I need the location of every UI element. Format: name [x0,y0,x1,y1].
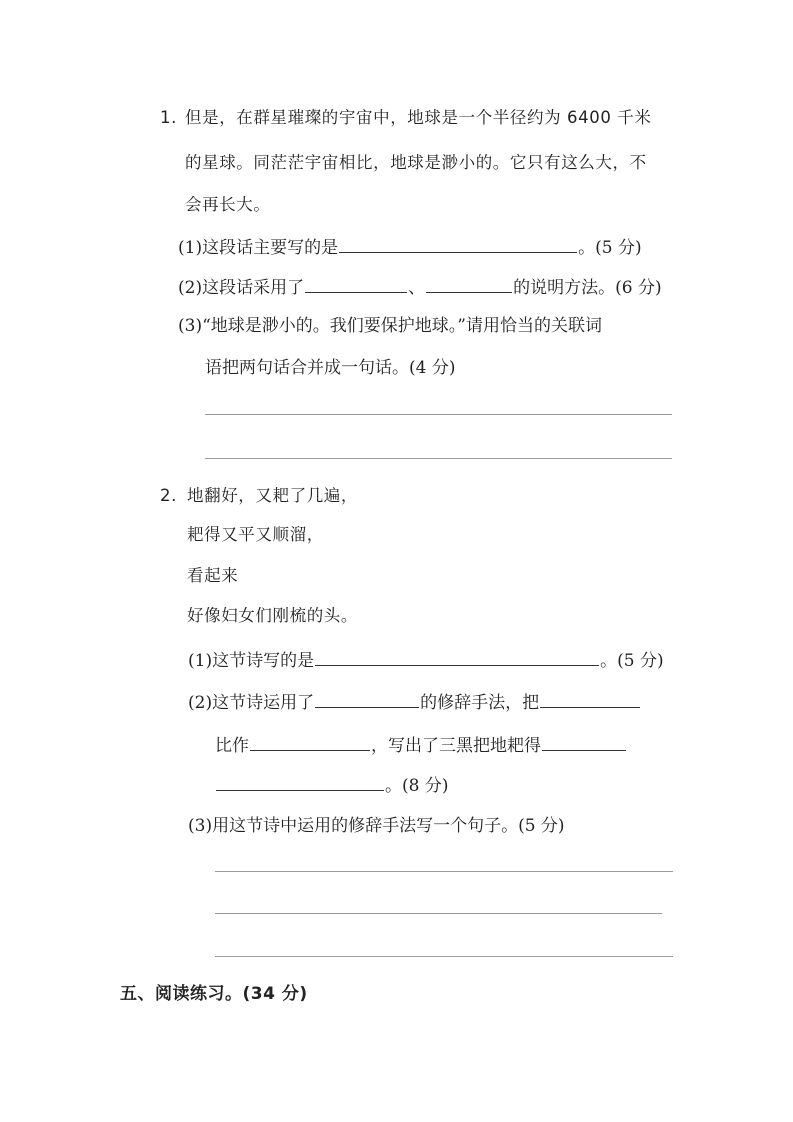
q1-sub3-line-2: 语把两句话合并成一句话。(4 分) [205,358,456,378]
q1-passage-line-1: 但是，在群星璀璨的宇宙中，地球是一个半径约为 6400 千米 [185,108,652,127]
q1-sub2-score: 的说明方法。(6 分) [513,278,662,298]
q2-sub2-mid: 的修辞手法，把 [420,693,540,713]
q1-sub1-text: (1)这段话主要写的是 [178,238,339,258]
q1-passage-line-2: 的星球。同茫茫宇宙相比，地球是渺小的。它只有这么大，不 [185,153,647,172]
q2-poem-line-2: 耙得又平又顺溜， [187,525,324,544]
q2-sub3: (3)用这节诗中运用的修辞手法写一个句子。(5 分) [188,816,565,836]
q2-sub2-text: (2)这节诗运用了 [188,693,315,713]
q1-sub3-line-1: (3)“地球是渺小的。我们要保护地球。”请用恰当的关联词 [178,316,602,336]
q1-sub2-blank-1[interactable] [305,274,407,293]
q1-sub1-score: 。(5 分) [578,238,642,258]
q1-answer-line-1[interactable] [205,414,672,415]
q2-sub1-score: 。(5 分) [600,651,664,671]
q1-sub2 [178,274,662,299]
q1-sub2-blank-2[interactable] [426,274,512,293]
q2-sub2-score: 。(8 分) [385,776,449,796]
q2-number: 2. [160,486,177,505]
q2-sub2-blank-4[interactable] [542,732,626,751]
q2-sub2-line2-mid: ，写出了三黑把地耙得 [371,736,541,756]
q1-passage-line-3: 会再长大。 [185,195,271,214]
q2-sub2-line-1 [188,689,641,714]
q2-answer-line-2[interactable] [215,913,662,914]
q2-poem-line-4: 好像妇女们刚梳的头。 [187,606,358,625]
q2-sub1-blank[interactable] [315,647,599,666]
q2-answer-line-3[interactable] [215,956,673,957]
q1-sub1 [178,234,642,259]
q2-sub2-blank-2[interactable] [540,689,640,708]
q2-poem-line-3: 看起来 [187,566,239,585]
q1-number: 1. [160,108,177,127]
q2-sub2-blank-3[interactable] [250,732,370,751]
q1-sub2-text: (2)这段话采用了 [178,278,305,298]
q2-sub1 [188,647,664,672]
q1-answer-line-2[interactable] [205,458,672,459]
q2-poem-line-1: 地翻好，又耙了几遍， [187,486,358,505]
q2-sub1-text: (1)这节诗写的是 [188,651,315,671]
q2-answer-line-1[interactable] [215,871,673,872]
q2-sub2-compare: 比作 [215,736,249,756]
q2-sub2-blank-1[interactable] [315,689,419,708]
q2-sub2-line-3 [215,772,448,797]
q2-sub2-blank-5[interactable] [216,772,384,791]
q1-sub1-blank[interactable] [339,234,577,253]
section-5-heading: 五、阅读练习。(34 分) [120,984,308,1004]
q1-sub2-separator: 、 [408,278,426,298]
q2-sub2-line-2 [215,732,627,757]
